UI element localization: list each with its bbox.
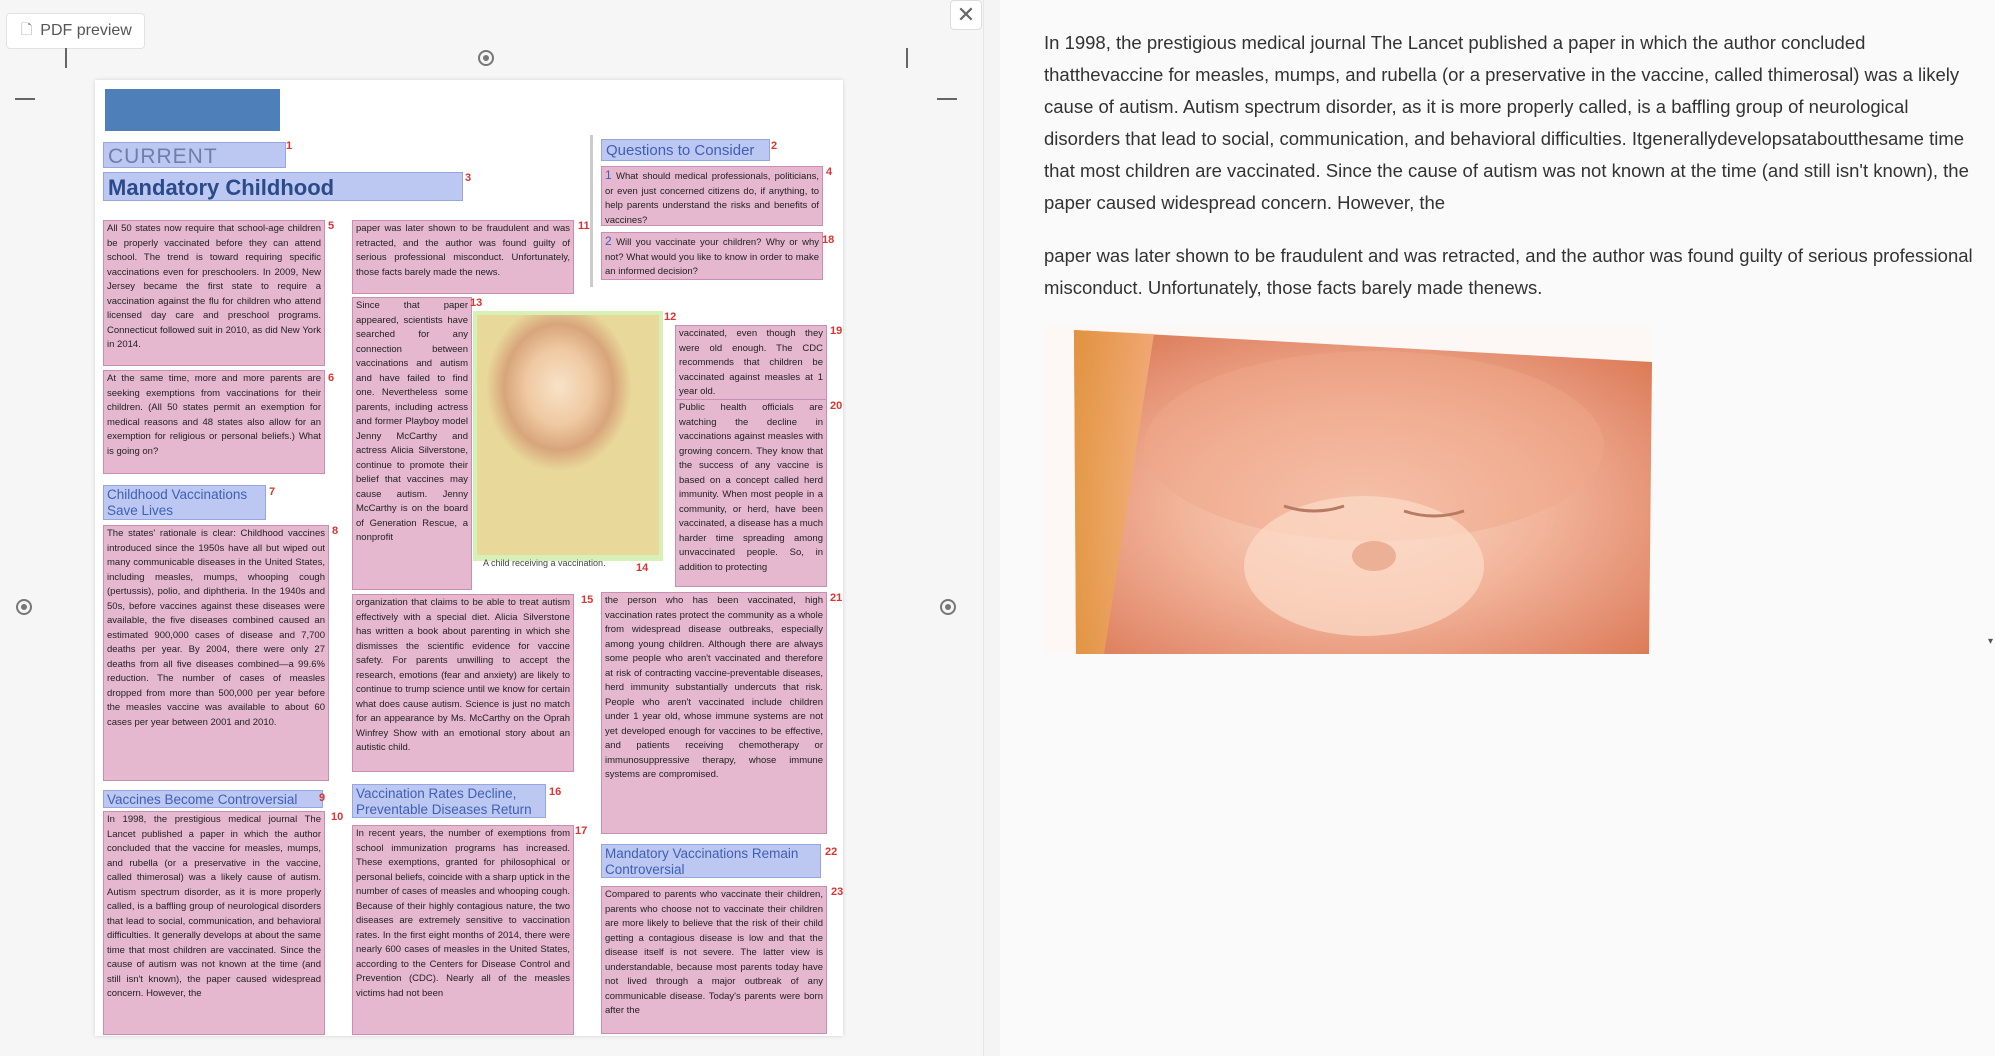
text-block-recent[interactable]	[352, 825, 574, 1035]
current-issue-box[interactable]	[103, 142, 286, 168]
region-label: 1	[286, 140, 293, 152]
region-label: 14	[636, 562, 649, 574]
text-lancet: In 1998, the prestigious medical journal The Lancet published a paper in which the author concluded that the vaccine for measles, mumps, and rubella (or a preservative in the vaccine, called thimerosal) was a likely cause of autism. Autism spectrum disorder, as it is more properly called, is a baffling group of neurological disorders that lead to social, communication, and behavioral difficulties. It generally develops at about the same time that most children are vaccinated. Since the cause of autism was not known at the time (and still isn't known), the paper caused widespread concern. However, the	[107, 814, 321, 999]
text-exemptions: At the same time, more and more parents are seeking exemptions from vaccinations for their children. (All 50 states permit an exemption for medical reasons and 48 states also allow for an exemption for religious or personal beliefs.) What is going on?	[107, 373, 321, 457]
scroll-down-icon[interactable]: ▾	[1987, 636, 1993, 647]
region-label: 4	[826, 166, 833, 178]
document-icon: 🗋	[21, 21, 33, 37]
text-block-since[interactable]	[352, 297, 472, 590]
text-block-fraud[interactable]	[352, 220, 574, 294]
region-label: 21	[830, 592, 843, 604]
region-label: 9	[319, 792, 326, 804]
text-block-lancet[interactable]	[103, 811, 325, 1035]
text-block-public-health[interactable]	[675, 399, 827, 587]
pdf-page	[95, 80, 843, 1036]
section-title-save-lives-text: Childhood Vaccinations Save Lives	[107, 487, 248, 518]
close-button[interactable]	[950, 0, 982, 30]
section-title-save-lives[interactable]	[103, 485, 266, 520]
section-title-decline[interactable]	[352, 784, 546, 818]
region-label: 22	[825, 846, 838, 858]
section-title-remain[interactable]	[601, 844, 821, 878]
text-block-person[interactable]	[601, 592, 827, 834]
region-label: 13	[470, 297, 483, 309]
crosshair-top-icon[interactable]	[478, 50, 494, 66]
text-recent: In recent years, the number of exemptions from school immunization programs has increased. These exemptions, granted for philosophical or personal beliefs, coincide with a sharp uptick in the number of cases of measles and whooping cough. Because of their highly contagious nature, the two diseases are extremely sensitive to vaccination rates. In the first eight months of 2014, there were nearly 600 cases of measles in the United States, according to the Centers for Disease Control and Prevention (CDC). Nearly all of the measles victims had not been	[356, 828, 570, 999]
region-label: 17	[575, 825, 588, 837]
region-label: 12	[664, 311, 677, 323]
pdf-preview-tab-label: PDF preview	[40, 22, 132, 39]
text-block-rationale[interactable]	[103, 525, 329, 781]
questions-title-box[interactable]	[601, 139, 770, 161]
region-label: 7	[269, 486, 276, 498]
extracted-baby-photo	[1044, 326, 1652, 654]
crosshair-right-icon[interactable]	[940, 599, 956, 615]
pdf-preview-tab[interactable]	[6, 13, 145, 49]
section-title-decline-text: Vaccination Rates Decline, Preventable Diseases Return	[356, 786, 532, 817]
crop-handle-left-top[interactable]	[15, 98, 35, 100]
question-1-box[interactable]	[601, 166, 823, 226]
text-vaccinated: vaccinated, even though they were old enough. The CDC recommends that children be vaccinated against measles at 1 year old.	[679, 328, 823, 397]
ocr-paragraph-1: In 1998, the prestigious medical journal The Lancet published a paper in which the author concluded thatthevaccine for measles, mumps, and rubella (or a preservative in the vaccine, called thimerosal) was a likely cause of autism. Autism spectrum disorder, as it is more properly called, is a baffling group of neurological disorders that lead to social, communication, and behavioral difficulties. Itgenerallydevelopsataboutthesame time that most children are vaccinated. Since the cause of autism was not known at the time (and still isn't known), the paper caused widespread concern. However, the	[1044, 32, 1969, 213]
section-title-controversial[interactable]	[103, 790, 326, 808]
text-intro: All 50 states now require that school-age children be properly vaccinated before they can attend school. The trend is toward requiring specific vaccinations even for preschoolers. In 2009, New Jersey became the first state to require a vaccination against the flu for children who attend licensed day care and preschool programs. Connecticut followed suit in 2010, as did New York in 2014.	[107, 223, 321, 350]
column-divider	[590, 135, 593, 287]
text-block-vaccinated[interactable]	[675, 325, 827, 400]
question-1-number: 1	[605, 168, 612, 182]
region-label: 2	[771, 140, 778, 152]
text-since: Since that paper appeared, scientists have searched for any connection between vaccinations and autism and have failed to find one. Nevertheless some parents, including actress and former Playboy model Jenny McCarthy and actress Alicia Silverstone, continue to promote their belief that vaccines may cause autism. Jenny McCarthy is on the board of Generation Rescue, a nonprofit	[356, 300, 468, 543]
main-title-text: Mandatory Childhood	[108, 175, 335, 200]
crosshair-left-icon[interactable]	[16, 599, 32, 615]
section-title-controversial-text: Vaccines Become Controversial	[107, 792, 298, 807]
vaccination-photo	[477, 315, 659, 555]
header-block	[105, 89, 280, 131]
crop-handle-right-top[interactable]	[937, 98, 957, 100]
region-label: 19	[830, 325, 843, 337]
region-label: 6	[328, 372, 335, 384]
text-fraud: paper was later shown to be fraudulent and was retracted, and the author was found guilty of serious professional misconduct. Unfortunately, those facts barely made the news.	[356, 223, 570, 278]
text-block-org[interactable]	[352, 594, 574, 772]
region-label: 20	[830, 400, 843, 412]
question-2-text: Will you vaccinate your children? Why or why not? What would you like to know in order to make an informed decision?	[605, 237, 819, 277]
question-2-number: 2	[605, 234, 612, 248]
current-issue-text: CURRENT	[108, 145, 218, 168]
text-public-health: Public health officials are watching the decline in vaccinations against measles with growing concern. They know that the success of any vaccine is based on a concept called herd immunity. When most people in a community, or herd, have been vaccinated, a disease has a much harder time spreading among unvaccinated people. So, in addition to protecting	[679, 402, 823, 573]
text-org: organization that claims to be able to treat autism effectively with a special diet. Alicia Silverstone has written a book about parenting in which she dismisses the scientific evidence for vaccine safety. For parents unwilling to accept the research, emotions (fear and anxiety) are likely to continue to trump science until we know for certain what does cause autism. Science is just no match for an appearance by Ms. McCarthy on the Oprah Winfrey Show with an emotional story about an autistic child.	[356, 597, 570, 753]
text-rationale: The states' rationale is clear: Childhood vaccines introduced since the 1950s have all but wiped out many communicable diseases in the United States, including measles, mumps, whooping cough (pertussis), polio, and diphtheria. In the 1940s and 50s, before vaccines against these diseases were available, the five diseases combined caused an estimated 900,000 cases of disease and 7,700 deaths per year. By 2004, there were only 27 deaths from all five diseases combined—a 99.6% reduction. The number of cases of measles dropped from more than 500,000 per year before the measles vaccine was available to about 60 cases per year between 2001 and 2010.	[107, 528, 325, 728]
text-person: the person who has been vaccinated, high vaccination rates protect the community as a whole from widespread disease outbreaks, especially among young children. Although there are always some people who aren't vaccinated and therefore at risk of contracting vaccine-preventable diseases, herd immunity substantially undercuts that risk. People who aren't vaccinated include children under 1 year old, whose immune systems are not yet developed enough for vaccines to be effective, and patients receiving chemotherapy or immunosuppressive therapy, whose immune systems are compromised.	[605, 595, 823, 780]
text-block-compared[interactable]	[601, 886, 827, 1034]
text-block-intro[interactable]	[103, 220, 325, 366]
vaccination-photo-frame	[473, 311, 663, 561]
question-2-box[interactable]	[601, 232, 823, 280]
question-1-text: What should medical professionals, politicians, or even just concerned citizens do, if anything, to help parents understand the risks and benefits of vaccines?	[605, 171, 820, 226]
region-label: 23	[831, 886, 844, 898]
crop-handle-top-left[interactable]	[65, 48, 67, 68]
pdf-preview-pane	[0, 0, 984, 1056]
main-title-box[interactable]	[103, 172, 463, 201]
region-label: 10	[331, 811, 344, 823]
section-title-remain-text: Mandatory Vaccinations Remain Controversial	[605, 846, 799, 877]
photo-caption: A child receiving a vaccination.	[483, 558, 606, 568]
text-compared: Compared to parents who vaccinate their children, parents who choose not to vaccinate their children are more likely to believe that the risk of their child getting a contagious disease is low and that the disease itself is not severe. The latter view is understandable, because most parents today have not lived through a major outbreak of any communicable disease. Today's parents were born after the	[605, 889, 823, 1016]
ocr-paragraph-2: paper was later shown to be fraudulent and was retracted, and the author was found guilty of serious professional misconduct. Unfortunately, those facts barely made thenews.	[1044, 245, 1973, 298]
region-label: 8	[332, 525, 339, 537]
questions-title-text: Questions to Consider	[606, 142, 755, 159]
region-label: 3	[465, 172, 472, 184]
close-icon: ✕	[956, 2, 976, 27]
region-label: 11	[578, 220, 590, 232]
region-label: 5	[328, 220, 335, 232]
crop-handle-top-right[interactable]	[906, 48, 908, 68]
text-block-exemptions[interactable]	[103, 370, 325, 474]
region-label: 18	[822, 234, 835, 246]
region-label: 16	[549, 786, 562, 798]
region-label: 15	[581, 594, 594, 606]
